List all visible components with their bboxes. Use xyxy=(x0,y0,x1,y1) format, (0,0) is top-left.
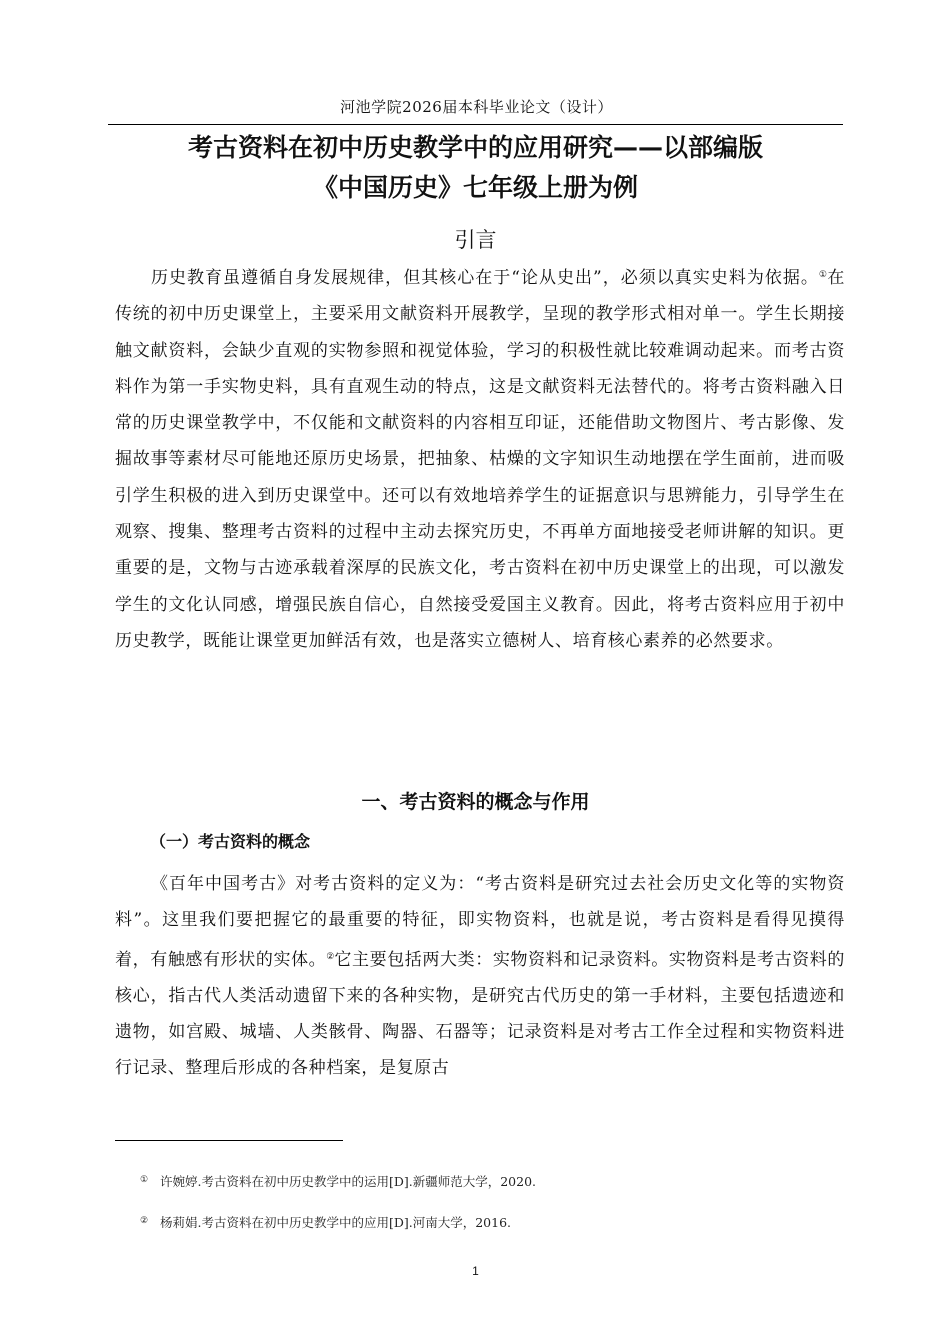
footnote-2 xyxy=(140,1212,511,1232)
section-1-heading: 一、考古资料的概念与作用 xyxy=(361,791,590,813)
introduction-paragraph xyxy=(115,257,845,659)
introduction-text-part-2: 在传统的初中历史课堂上，主要采用文献资料开展教学，呈现的教学形式相对单一。学生长期接触文献资料，会缺少直观的实物参照和视觉体验，学习的积极性就比较难调动起来。而考古资料作为第一手实物史料，具有直观生动的特点，这是文献资料无法替代的。将考古资料融入日常的历史课堂教学中，不仅能和文献资料的内容相互印证，还能借助文物图片、考古影像、发掘故事等素材尽可能地还原历史场景，把抽象、枯燥的文字知识生动地摆在学生面前，进而吸引学生积极的进入到历史课堂中。还可以有效地培养学生的证据意识与思辨能力，引导学生在观察、搜集、整理考古资料的过程中主动去探究历史，不再单方面地接受老师讲解的知识。更重要的是，文物与古迹承载着深厚的民族文化，考古资料在初中历史课堂上的出现，可以激发学生的文化认同感，增强民族自信心，自然接受爱国主义教育。因此，将考古资料应用于初中历史教学，既能让课堂更加鲜活有效，也是落实立德树人、培育核心素养的必然要求。 xyxy=(115,268,845,651)
footnote-reference-2[interactable]: ② xyxy=(326,951,335,962)
concept-paragraph xyxy=(115,866,845,1087)
thesis-title-line-1: 考古资料在初中历史教学中的应用研究——以部编版 xyxy=(187,133,763,162)
footnote-1-text: 许婉婷.考古资料在初中历史教学中的运用[D].新疆师范大学，2020. xyxy=(160,1174,537,1189)
footnote-2-text: 杨莉娟.考古资料在初中历史教学中的应用[D].河南大学，2016. xyxy=(160,1215,512,1230)
concept-text-part-2: 它主要包括两大类：实物资料和记录资料。实物资料是考古资料的核心，指古代人类活动遗留下来的各种实物，是研究古代历史的第一手材料，主要包括遗迹和遗物，如宫殿、城墙、人类骸骨、陶器、石器等；记录资料是对考古工作全过程和实物资料进行记录、整理后形成的各种档案，是复原古 xyxy=(115,949,845,1079)
introduction-text-part-1: 历史教育虽遵循自身发展规律，但其核心在于“论从史出”，必须以真实史料为依据。 xyxy=(151,268,819,288)
footnote-1-mark: ① xyxy=(140,1175,149,1185)
footnote-separator xyxy=(115,1140,343,1141)
footnote-2-mark: ② xyxy=(140,1216,149,1226)
footnote-1 xyxy=(140,1171,536,1191)
header-rule xyxy=(108,124,843,125)
running-header: 河池学院2026届本科毕业论文（设计） xyxy=(340,98,613,116)
thesis-title-line-2: 《中国历史》七年级上册为例 xyxy=(312,173,638,202)
footnote-reference-1[interactable]: ① xyxy=(818,270,828,280)
page-number: 1 xyxy=(472,1264,479,1278)
subsection-1-1-heading: （一）考古资料的概念 xyxy=(150,832,311,851)
introduction-heading: 引言 xyxy=(454,228,497,252)
concept-text-part-1: 《百年中国考古》对考古资料的定义为：“考古资料是研究过去社会历史文化等的实物资料”。这里我们要把握它的最重要的特征，即实物资料，也就是说，考古资料是看得见摸得着，有触感有形状的实体。 xyxy=(115,874,845,970)
